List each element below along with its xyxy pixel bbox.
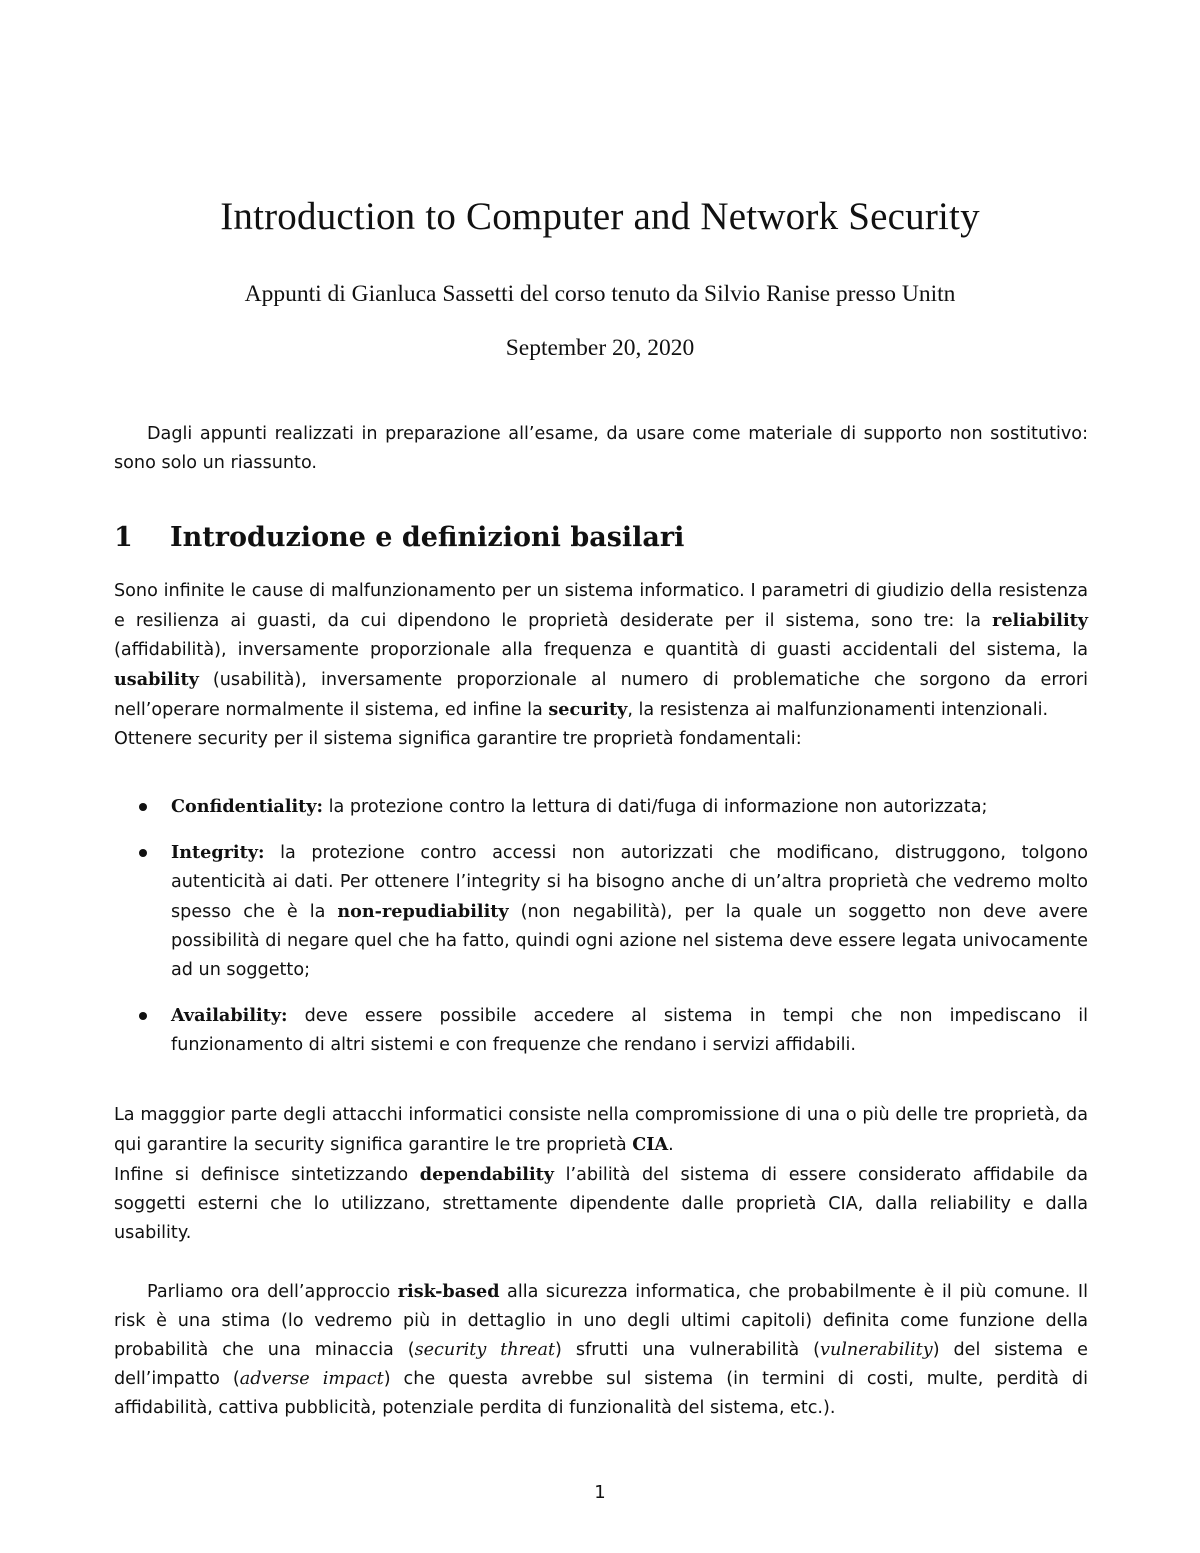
term-usability: usability [114, 669, 199, 690]
page-number: 1 [594, 1482, 606, 1503]
section-number: 1 [114, 522, 133, 553]
list-item [114, 792, 1088, 822]
cia-bullet-list [114, 792, 1088, 1076]
term-security-threat: security threat [414, 1340, 556, 1360]
bullet-icon [139, 803, 147, 811]
text-span: ) che questa avrebbe sul sistema (in termini di costi, multe, perdità di affidabilità, cattiva pubblicità, potenziale perdita di funzionalità del sistema, etc.). [114, 1369, 1088, 1418]
bullet-label: Confidentiality: [171, 796, 324, 817]
term-reliability: reliability [992, 610, 1088, 631]
text-span: La magggior parte degli attacchi informatici consiste nella compromissione di una o più delle tre proprietà, da qui garantire la security significa garantire le tre proprietà [114, 1105, 1088, 1155]
text-span: Parliamo ora dell’approccio [147, 1282, 398, 1302]
bullet-label: Availability: [171, 1005, 288, 1026]
bullet-icon [139, 1012, 147, 1020]
list-item [114, 1001, 1088, 1060]
text-span: alla sicurezza informatica, che probabilmente è il più comune. Il risk è una stima (lo vedremo più in dettaglio in uno degli ultimi capitoli) definita come funzione della probabilità che una minaccia ( [114, 1282, 1088, 1360]
bullet-text: deve essere possibile accedere al sistema in tempi che non impediscano il funzionamento di altri sistemi e con frequenze che rendano i servizi affidabili. [171, 1006, 1088, 1055]
term-security: security [548, 699, 628, 720]
section-title-text: Introduzione e definizioni basilari [170, 522, 685, 553]
paragraph-definitions [114, 577, 1088, 754]
text-span: . [668, 1135, 674, 1155]
text-span: , la resistenza ai malfunzionamenti intenzionali. [627, 700, 1049, 720]
bullet-text: la protezione contro la lettura di dati/fuga di informazione non autorizzata; [323, 797, 988, 817]
bullet-text: (non negabilità), per la quale un soggetto non deve avere possibilità di negare quel che ha fatto, quindi ogni azione nel sistema deve essere legata univocamente ad un soggetto; [171, 902, 1088, 980]
text-span: ) sfrutti una vulnerabilità ( [555, 1340, 820, 1360]
intro-paragraph: Dagli appunti realizzati in preparazione all’esame, da usare come materiale di supporto non sostitutivo: sono solo un riassunto. [114, 424, 1088, 473]
text-span: Infine si definisce sintetizzando [114, 1165, 420, 1185]
list-item [114, 838, 1088, 985]
author-line: Appunti di Gianluca Sassetti del corso tenuto da Silvio Ranise presso Unitn [244, 281, 956, 307]
paragraph-risk [114, 1277, 1088, 1423]
text-span: l’abilità del sistema di essere considerato affidabile da soggetti esterni che lo utilizzano, strettamente dipendente dalle proprietà CIA, dalla reliability e dalla usability. [114, 1165, 1088, 1243]
term-non-repudiability: non-repudiability [337, 901, 509, 922]
bullet-label: Integrity: [171, 842, 265, 863]
text-span: (usabilità), inversamente proporzionale al numero di problematiche che sorgono da errori nell’operare normalmente il sistema, ed infine la [114, 670, 1088, 720]
text-span: (affidabilità), inversamente proporzionale alla frequenza e quantità di guasti accidentali del sistema, la [114, 640, 1088, 660]
text-span: Ottenere security per il sistema significa garantire tre proprietà fondamentali: [114, 729, 802, 749]
bullet-icon [139, 849, 147, 857]
document-date: September 20, 2020 [505, 335, 695, 361]
term-adverse-impact: adverse impact [239, 1369, 384, 1389]
document-title: Introduction to Computer and Network Security [220, 195, 980, 238]
term-risk-based: risk-based [397, 1281, 500, 1302]
paragraph-cia [114, 1101, 1088, 1248]
term-dependability: dependability [419, 1164, 554, 1185]
section-heading [114, 518, 1088, 558]
text-span: ) del sistema e dell’impatto ( [114, 1340, 1088, 1389]
term-cia: CIA [632, 1134, 669, 1155]
bullet-text: la protezione contro accessi non autorizzati che modificano, distruggono, tolgono autenticità ai dati. Per ottenere l’integrity si ha bisogno anche di un’altra proprietà che vedremo molto spesso che è la [171, 843, 1088, 922]
text-span: Sono infinite le cause di malfunzionamento per un sistema informatico. I parametri di giudizio della resistenza e resilienza ai guasti, da cui dipendono le proprietà desiderate per il sistema, sono tre: la [114, 581, 1088, 631]
term-vulnerability: vulnerability [820, 1340, 933, 1360]
